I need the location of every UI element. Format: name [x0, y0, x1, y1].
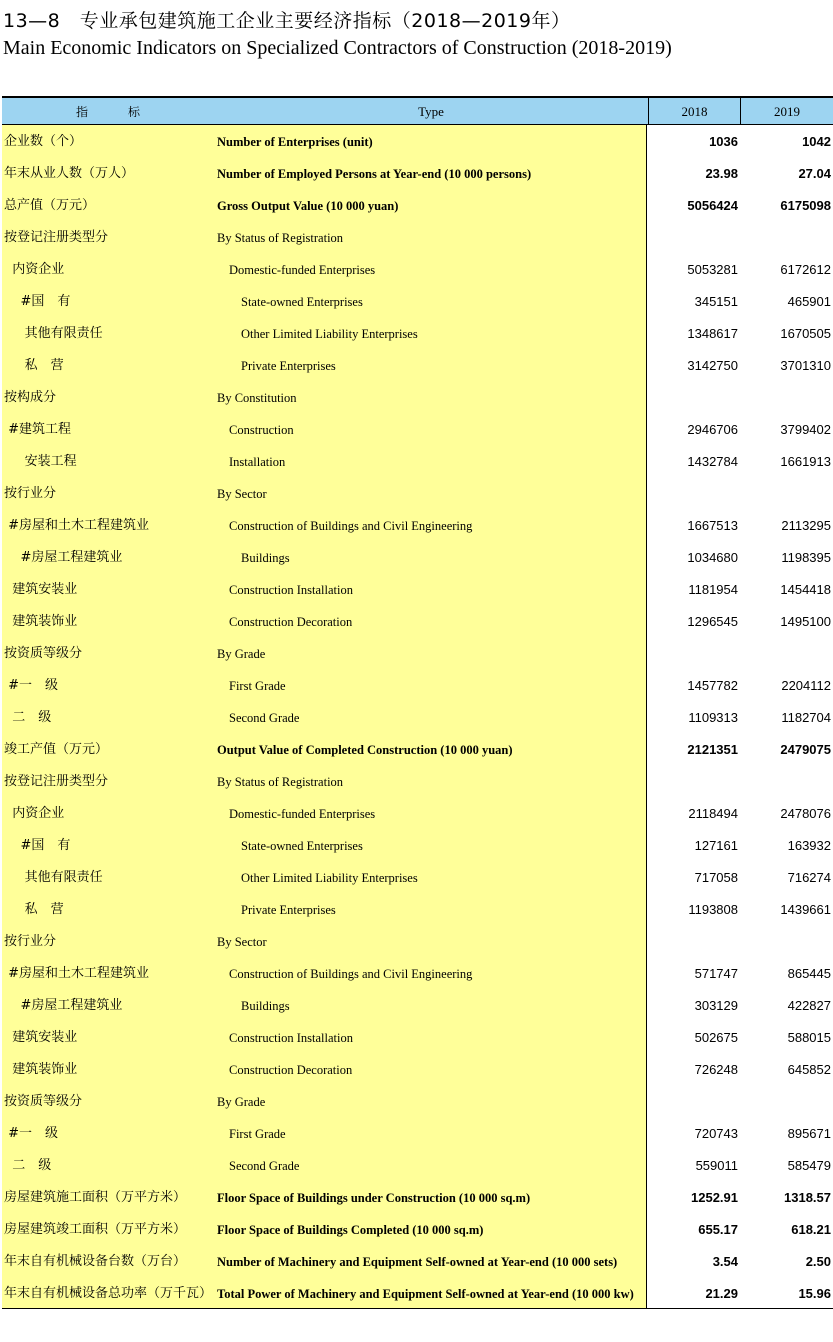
value-2019: 3701310: [780, 358, 831, 373]
row-label-english: Number of Machinery and Equipment Self-owned at Year-end (10 000 sets): [217, 1255, 618, 1269]
value-2018: [648, 926, 738, 958]
table-row: [2, 222, 833, 254]
table-row: [2, 638, 833, 670]
value-2019: 585479: [787, 1158, 831, 1173]
value-2018: 559011: [695, 1158, 738, 1173]
value-2019: 27.04: [798, 166, 831, 181]
value-2019: 2.50: [805, 1254, 831, 1269]
value-2018: 1181954: [688, 582, 738, 597]
value-2018: [648, 1086, 738, 1118]
value-2019: [740, 638, 831, 670]
table-row: [2, 990, 833, 1022]
row-label-english: Domestic-funded Enterprises: [229, 263, 376, 277]
row-label-english: Private Enterprises: [241, 903, 336, 917]
value-2019: 1454418: [780, 582, 831, 597]
row-label-english: Floor Space of Buildings under Construction (10 000 sq.m): [217, 1191, 531, 1205]
table-row: [2, 126, 833, 158]
value-2019: [740, 222, 831, 254]
value-2019: 422827: [787, 998, 831, 1013]
value-2018: 1193808: [688, 902, 738, 917]
row-label-english: Private Enterprises: [241, 359, 336, 373]
table-row: [2, 510, 833, 542]
value-2019: 618.21: [791, 1222, 831, 1237]
table-row: [2, 894, 833, 926]
table-row: [2, 574, 833, 606]
row-label-chinese: 二 级: [4, 1158, 52, 1173]
table-row: [2, 158, 833, 190]
table-row: [2, 1054, 833, 1086]
value-2019: 163932: [787, 838, 831, 853]
value-2018: 1667513: [687, 518, 738, 533]
row-label-chinese: 私 营: [4, 902, 64, 917]
value-2018: 1109313: [688, 710, 738, 725]
row-label-english: Output Value of Completed Construction (10 000 yuan): [217, 743, 513, 757]
row-label-english: Other Limited Liability Enterprises: [241, 327, 418, 341]
value-2018: 3142750: [687, 358, 738, 373]
row-label-english: Construction Decoration: [229, 615, 353, 629]
value-2018: [648, 766, 738, 798]
table-row: [2, 382, 833, 414]
row-label-english: State-owned Enterprises: [241, 839, 363, 853]
value-2019: 2113295: [781, 518, 831, 533]
row-label-english: By Status of Registration: [217, 775, 344, 789]
header-year-2018: 2018: [648, 98, 740, 125]
table-row: [2, 1086, 833, 1118]
table-row: [2, 830, 833, 862]
row-label-chinese: 年末自有机械设备总功率（万千瓦）: [4, 1286, 213, 1301]
value-2018: 1432784: [687, 454, 738, 469]
row-label-chinese: 按登记注册类型分: [4, 230, 109, 245]
row-label-chinese: 其他有限责任: [4, 326, 103, 341]
row-label-chinese: #房屋和土木工程建筑业: [4, 966, 150, 981]
value-2018: [648, 222, 738, 254]
row-label-english: Number of Employed Persons at Year-end (10 000 persons): [217, 167, 532, 181]
row-label-chinese: 安装工程: [4, 454, 77, 469]
value-2018: 1296545: [687, 614, 738, 629]
row-label-english: Gross Output Value (10 000 yuan): [217, 199, 399, 213]
value-2018: 2946706: [687, 422, 738, 437]
table-row: [2, 766, 833, 798]
row-label-english: Construction Installation: [229, 1031, 353, 1045]
value-2018: 303129: [694, 998, 738, 1013]
row-label-chinese: #建筑工程: [4, 422, 72, 437]
table-row: [2, 414, 833, 446]
value-2019: 1318.57: [784, 1190, 831, 1205]
table-row: [2, 926, 833, 958]
table-row: [2, 958, 833, 990]
header-indicator: 指 标: [2, 98, 214, 125]
table-title-english: Main Economic Indicators on Specialized Contractors of Construction (2018-2019): [3, 37, 672, 59]
value-2018: [648, 382, 738, 414]
row-label-english: Other Limited Liability Enterprises: [241, 871, 418, 885]
value-2018: 3.54: [712, 1254, 738, 1269]
row-label-english: By Sector: [217, 935, 267, 949]
value-2018: 345151: [694, 294, 738, 309]
row-label-english: Second Grade: [229, 711, 300, 725]
row-label-english: By Status of Registration: [217, 231, 344, 245]
value-2018: 1252.91: [691, 1190, 738, 1205]
row-label-chinese: 内资企业: [4, 806, 65, 821]
row-label-english: Construction of Buildings and Civil Engineering: [229, 519, 473, 533]
value-2019: [740, 1086, 831, 1118]
table-row: [2, 190, 833, 222]
table-title-chinese: 13—8 专业承包建筑施工企业主要经济指标（2018—2019年）: [3, 10, 571, 32]
row-label-chinese: 房屋建筑施工面积（万平方米）: [4, 1190, 187, 1205]
row-label-chinese: #国 有: [4, 294, 71, 309]
row-label-chinese: #一 级: [4, 678, 59, 693]
row-label-chinese: 按构成分: [4, 390, 57, 405]
value-2019: [740, 926, 831, 958]
table-header: [2, 98, 833, 125]
table-row: [2, 1246, 833, 1278]
row-label-english: Number of Enterprises (unit): [217, 135, 373, 149]
value-2019: 1439661: [780, 902, 831, 917]
table-row: [2, 446, 833, 478]
row-label-english: Construction Installation: [229, 583, 353, 597]
row-label-english: First Grade: [229, 679, 286, 693]
value-2018: 1348617: [687, 326, 738, 341]
row-label-english: Floor Space of Buildings Completed (10 000 sq.m): [217, 1223, 484, 1237]
value-2019: 1042: [802, 134, 831, 149]
row-label-english: By Grade: [217, 1095, 266, 1109]
table-row: [2, 862, 833, 894]
value-2019: 1182704: [781, 710, 831, 725]
value-2018: [648, 478, 738, 510]
table-row: [2, 286, 833, 318]
value-2019: 2478076: [780, 806, 831, 821]
value-2019: 2479075: [780, 742, 831, 757]
value-2018: 502675: [694, 1030, 738, 1045]
row-label-chinese: 建筑安装业: [4, 1030, 78, 1045]
value-2019: 1661913: [780, 454, 831, 469]
value-2019: [740, 382, 831, 414]
header-type: Type: [214, 98, 648, 125]
value-2018: 5056424: [687, 198, 738, 213]
value-2018: [648, 638, 738, 670]
table-row: [2, 478, 833, 510]
value-2019: 645852: [787, 1062, 831, 1077]
value-2018: 127161: [694, 838, 738, 853]
table-row: [2, 798, 833, 830]
row-label-chinese: 建筑安装业: [4, 582, 78, 597]
table-row: [2, 702, 833, 734]
value-2019: 6175098: [780, 198, 831, 213]
value-2018: 2118494: [688, 806, 738, 821]
table-row: [2, 318, 833, 350]
row-label-chinese: #一 级: [4, 1126, 59, 1141]
value-2019: 6172612: [780, 262, 831, 277]
table-body: [2, 126, 833, 1310]
table-row: [2, 350, 833, 382]
row-label-chinese: #房屋和土木工程建筑业: [4, 518, 150, 533]
row-label-english: Buildings: [241, 551, 290, 565]
value-2019: 1495100: [780, 614, 831, 629]
table-row: [2, 1214, 833, 1246]
row-label-english: Second Grade: [229, 1159, 300, 1173]
value-2019: 1198395: [781, 550, 831, 565]
row-label-chinese: 按行业分: [4, 486, 57, 501]
row-label-english: Construction of Buildings and Civil Engineering: [229, 967, 473, 981]
row-label-chinese: 企业数（个）: [4, 134, 83, 149]
value-2018: 720743: [694, 1126, 738, 1141]
value-2019: 716274: [787, 870, 831, 885]
header-year-2019: 2019: [740, 98, 833, 125]
row-label-chinese: 私 营: [4, 358, 64, 373]
value-2018: 726248: [694, 1062, 738, 1077]
row-label-chinese: #房屋工程建筑业: [4, 998, 123, 1013]
row-label-chinese: 总产值（万元）: [4, 198, 96, 213]
value-2018: 1457782: [687, 678, 738, 693]
value-2018: 1036: [709, 134, 738, 149]
row-label-chinese: 竣工产值（万元）: [4, 742, 109, 757]
row-label-chinese: 其他有限责任: [4, 870, 103, 885]
row-label-chinese: 按资质等级分: [4, 646, 83, 661]
table-row: [2, 670, 833, 702]
row-label-english: Construction: [229, 423, 294, 437]
row-label-english: Domestic-funded Enterprises: [229, 807, 376, 821]
value-2019: 3799402: [780, 422, 831, 437]
row-label-english: By Grade: [217, 647, 266, 661]
table-row: [2, 254, 833, 286]
row-label-chinese: 按登记注册类型分: [4, 774, 109, 789]
row-label-english: By Sector: [217, 487, 267, 501]
value-2019: [740, 478, 831, 510]
row-label-chinese: 年末自有机械设备台数（万台）: [4, 1254, 187, 1269]
value-2018: 655.17: [698, 1222, 738, 1237]
table-row: [2, 1118, 833, 1150]
row-label-english: Total Power of Machinery and Equipment Self-owned at Year-end (10 000 kw): [217, 1287, 634, 1301]
value-2019: 1670505: [780, 326, 831, 341]
value-2018: 717058: [694, 870, 738, 885]
value-2018: 21.29: [705, 1286, 738, 1301]
row-label-chinese: 建筑装饰业: [4, 614, 78, 629]
table-row: [2, 606, 833, 638]
row-label-chinese: 二 级: [4, 710, 52, 725]
row-label-english: State-owned Enterprises: [241, 295, 363, 309]
row-label-english: First Grade: [229, 1127, 286, 1141]
row-label-chinese: #房屋工程建筑业: [4, 550, 123, 565]
row-label-english: Installation: [229, 455, 286, 469]
value-2019: [740, 766, 831, 798]
value-2019: 895671: [787, 1126, 831, 1141]
table-row: [2, 1182, 833, 1214]
value-2018: 571747: [694, 966, 738, 981]
value-2019: 15.96: [798, 1286, 831, 1301]
row-label-chinese: #国 有: [4, 838, 71, 853]
row-label-chinese: 房屋建筑竣工面积（万平方米）: [4, 1222, 187, 1237]
row-label-english: Buildings: [241, 999, 290, 1013]
value-2018: 23.98: [705, 166, 738, 181]
value-2018: 2121351: [687, 742, 738, 757]
row-label-english: By Constitution: [217, 391, 297, 405]
value-2019: 2204112: [781, 678, 831, 693]
row-label-chinese: 建筑装饰业: [4, 1062, 78, 1077]
row-label-chinese: 内资企业: [4, 262, 65, 277]
table-bottom-rule: [2, 1308, 833, 1309]
row-label-chinese: 按行业分: [4, 934, 57, 949]
row-label-english: Construction Decoration: [229, 1063, 353, 1077]
value-2018: 1034680: [687, 550, 738, 565]
value-2019: 465901: [787, 294, 831, 309]
table-row: [2, 1278, 833, 1310]
value-2018: 5053281: [687, 262, 738, 277]
value-2019: 865445: [787, 966, 831, 981]
table-row: [2, 1022, 833, 1054]
table-row: [2, 1150, 833, 1182]
row-label-chinese: 按资质等级分: [4, 1094, 83, 1109]
row-label-chinese: 年末从业人数（万人）: [4, 166, 135, 181]
value-2019: 588015: [787, 1030, 831, 1045]
table-row: [2, 542, 833, 574]
table-row: [2, 734, 833, 766]
